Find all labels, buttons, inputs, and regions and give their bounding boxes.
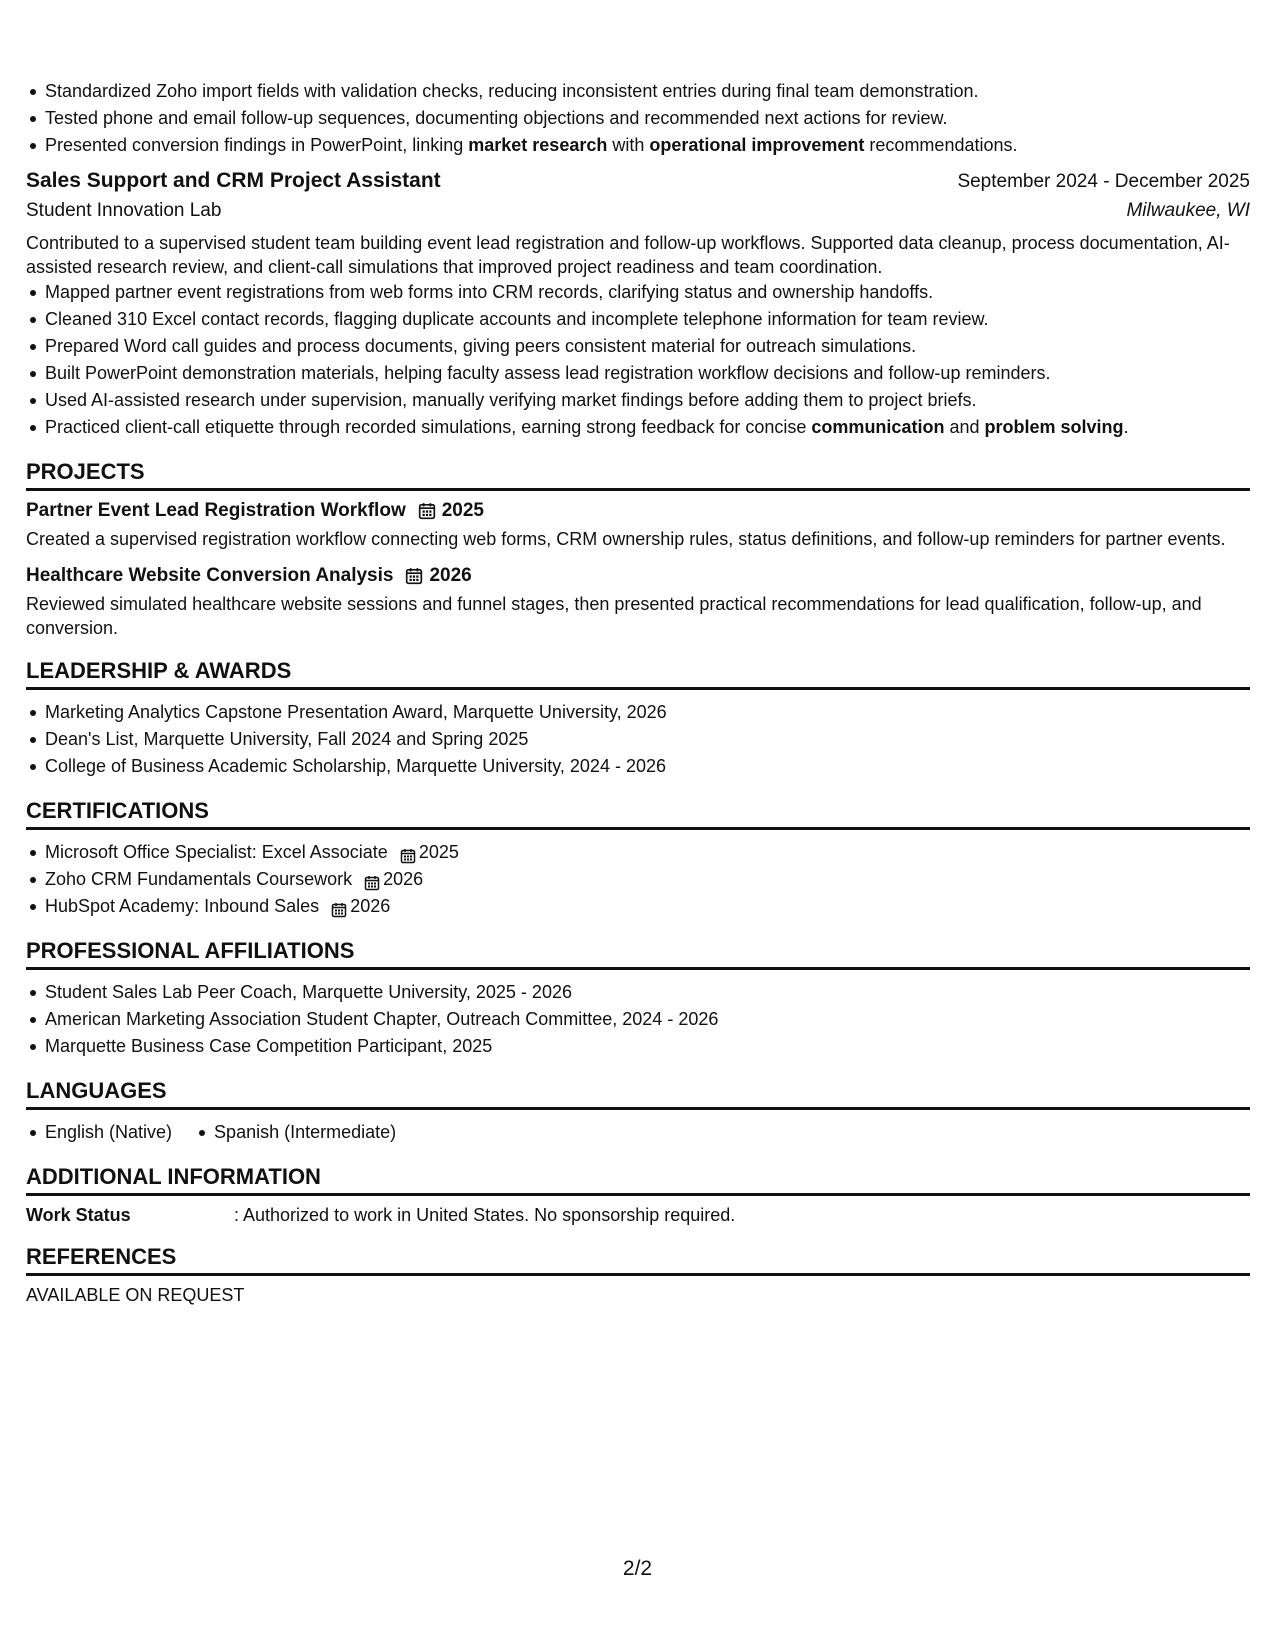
calendar-icon	[400, 845, 416, 861]
award-item: College of Business Academic Scholarship, Marquette University, 2024 - 2026	[45, 753, 1250, 780]
job-dates: September 2024 - December 2025	[957, 171, 1250, 192]
references-text: AVAILABLE ON REQUEST	[26, 1285, 245, 1305]
project-item	[26, 500, 1250, 551]
additional-info-heading: ADDITIONAL INFORMATION	[26, 1164, 1250, 1196]
calendar-icon	[364, 872, 380, 888]
experience-entry	[26, 169, 1250, 441]
page-number: 2/2	[622, 1557, 653, 1580]
project-description: Created a supervised registration workflow connecting web forms, CRM ownership rules, status definitions, and follow-up reminders for partner events.	[26, 529, 1226, 549]
bullet-text: Mapped partner event registrations from web forms into CRM records, clarifying status and ownership handoffs.	[45, 282, 934, 302]
project-name: Partner Event Lead Registration Workflow	[26, 500, 406, 521]
certification-item	[45, 893, 1250, 920]
bullet-text: Built PowerPoint demonstration materials, helping faculty assess lead registration workflow decisions and follow-up reminders.	[45, 363, 1051, 383]
bullet-item	[45, 414, 1250, 441]
calendar-icon	[331, 899, 347, 915]
certification-year: 2026	[350, 896, 391, 916]
projects-heading: PROJECTS	[26, 459, 1250, 491]
certification-year: 2026	[383, 869, 424, 889]
project-year: 2025	[441, 500, 485, 521]
bold-keyword: operational improvement	[649, 135, 865, 155]
award-item: Marketing Analytics Capstone Presentation Award, Marquette University, 2026	[45, 699, 1250, 726]
project-name: Healthcare Website Conversion Analysis	[26, 565, 394, 586]
job-title: Sales Support and CRM Project Assistant	[26, 169, 441, 192]
bullet-text: recommendations.	[864, 135, 1018, 155]
bullet-item	[45, 132, 1250, 159]
certification-item	[45, 866, 1250, 893]
bullet-text: Presented conversion findings in PowerPoint, linking	[45, 135, 469, 155]
bullet-text: Standardized Zoho import fields with validation checks, reducing inconsistent entries during final team demonstration.	[45, 81, 979, 101]
project-description: Reviewed simulated healthcare website sessions and funnel stages, then presented practical recommendations for lead qualification, follow-up, and conversion.	[26, 594, 1202, 638]
bullet-item	[45, 105, 1250, 132]
bold-keyword: market research	[468, 135, 608, 155]
bullet-text: Tested phone and email follow-up sequences, documenting objections and recommended next actions for review.	[45, 108, 948, 128]
languages-list	[26, 1119, 1250, 1146]
bullet-text: Practiced client-call etiquette through recorded simulations, earning strong feedback for concise	[45, 417, 812, 437]
calendar-icon	[418, 502, 436, 520]
job-organization: Student Innovation Lab	[26, 200, 222, 221]
certification-name: Microsoft Office Specialist: Excel Associate	[45, 842, 388, 862]
certification-year: 2025	[418, 842, 459, 862]
references-heading: REFERENCES	[26, 1244, 1250, 1276]
experience-continued-bullets	[26, 78, 1250, 159]
affiliation-item: Marquette Business Case Competition Participant, 2025	[45, 1033, 1250, 1060]
certifications-list	[26, 839, 1250, 920]
affiliations-heading: PROFESSIONAL AFFILIATIONS	[26, 938, 1250, 970]
bullet-item	[45, 387, 1250, 414]
bullet-text: and	[944, 417, 985, 437]
bullet-text: Cleaned 310 Excel contact records, flagging duplicate accounts and incomplete telephone information for team review.	[45, 309, 989, 329]
project-item	[26, 565, 1250, 640]
project-year: 2026	[429, 565, 472, 586]
certifications-heading: CERTIFICATIONS	[26, 798, 1250, 830]
project-header	[26, 565, 1250, 587]
bullet-item	[45, 360, 1250, 387]
bullet-text: Used AI-assisted research under supervision, manually verifying market findings before adding them to project briefs.	[45, 390, 977, 410]
projects-list	[26, 500, 1250, 640]
certification-item	[45, 839, 1250, 866]
bullet-item	[45, 78, 1250, 105]
work-status-value: : Authorized to work in United States. No sponsorship required.	[234, 1205, 736, 1225]
bullet-item	[45, 279, 1250, 306]
calendar-icon	[405, 567, 423, 585]
job-location: Milwaukee, WI	[1126, 200, 1250, 221]
job-summary: Contributed to a supervised student team building event lead registration and follow-up workflows. Supported data cleanup, process documentation, AI-assisted research review, and client-call simulations that improved project readiness and team coordination.	[26, 233, 1230, 277]
bullet-item	[45, 306, 1250, 333]
languages-heading: LANGUAGES	[26, 1078, 1250, 1110]
leadership-list	[26, 699, 1250, 780]
bold-keyword: problem solving	[984, 417, 1124, 437]
award-item: Dean's List, Marquette University, Fall 2024 and Spring 2025	[45, 726, 1250, 753]
job-bullets	[26, 279, 1250, 441]
bullet-item	[45, 333, 1250, 360]
work-status-row	[26, 1205, 1250, 1226]
language-item: Spanish (Intermediate)	[214, 1119, 396, 1146]
bullet-text: Prepared Word call guides and process documents, giving peers consistent material for outreach simulations.	[45, 336, 917, 356]
affiliation-item: American Marketing Association Student Chapter, Outreach Committee, 2024 - 2026	[45, 1006, 1250, 1033]
work-status-label: Work Status	[26, 1205, 131, 1225]
language-item: English (Native)	[45, 1119, 172, 1146]
bullet-text: with	[607, 135, 650, 155]
bold-keyword: communication	[811, 417, 945, 437]
leadership-heading: LEADERSHIP & AWARDS	[26, 658, 1250, 690]
resume-page	[26, 78, 1250, 1306]
bullet-text: .	[1123, 417, 1129, 437]
affiliation-item: Student Sales Lab Peer Coach, Marquette University, 2025 - 2026	[45, 979, 1250, 1006]
certification-name: Zoho CRM Fundamentals Coursework	[45, 869, 353, 889]
certification-name: HubSpot Academy: Inbound Sales	[45, 896, 320, 916]
affiliations-list	[26, 979, 1250, 1060]
project-header	[26, 500, 1250, 522]
